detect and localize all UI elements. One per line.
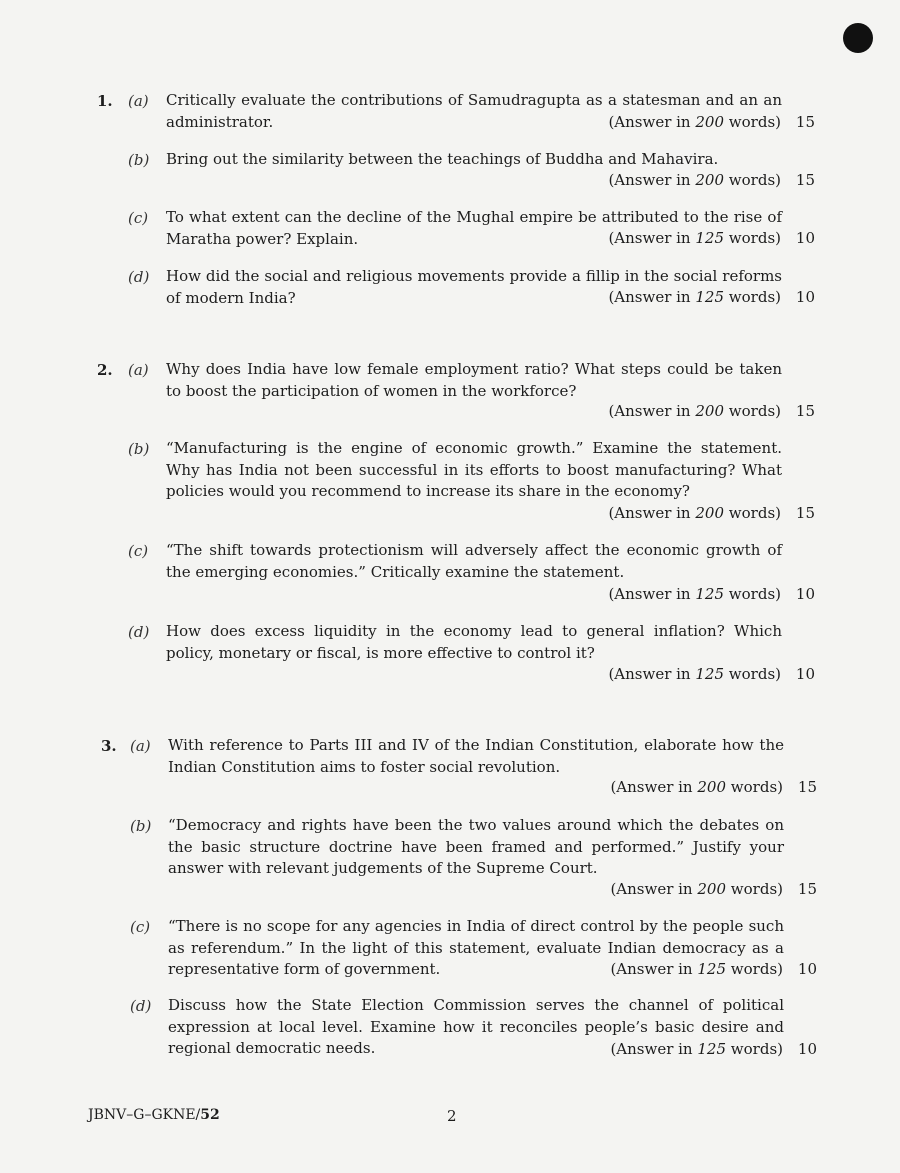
- question-1a-text: Critically evaluate the contributions of Samudragupta as a statesman and an an administrator.: [166, 91, 782, 131]
- question-2b-text: “Manufacturing is the engine of economic growth.” Examine the statement. Why has India not been successful in its efforts to boost manufacturing? What policies would you recommend to increase its share in the economy?: [166, 439, 782, 500]
- question-2d-label: (d): [128, 623, 150, 641]
- question-1c-label: (c): [128, 209, 149, 227]
- question-3a-text: With reference to Parts III and IV of the Indian Constitution, elaborate how the Indian Constitution aims to foster social revolution.: [168, 736, 784, 776]
- question-3d-text: Discuss how the State Election Commission serves the channel of political expression at local level. Examine how it reconciles people’s basic desire and regional democratic needs.: [168, 996, 784, 1057]
- question-2b-label: (b): [128, 440, 150, 458]
- question-3a-answer-limit: (Answer in 200 words): [610, 778, 783, 796]
- question-2b-marks: 15: [795, 504, 815, 522]
- question-1a-label: (a): [128, 92, 149, 110]
- question-2c-text: “The shift towards protectionism will adversely affect the economic growth of the emerging economies.” Critically examine the statement.: [166, 541, 782, 581]
- question-1d-answer-limit: (Answer in 125 words): [608, 288, 781, 306]
- black-dot-mark: [843, 23, 873, 53]
- question-1c-marks: 10: [795, 229, 815, 247]
- question-2a-text: Why does India have low female employment ratio? What steps could be taken to boost the participation of women in the workforce?: [166, 360, 782, 400]
- question-1d-marks: 10: [795, 288, 815, 306]
- question-2b-answer-limit: (Answer in 200 words): [608, 504, 781, 522]
- question-3a-marks: 15: [797, 778, 817, 796]
- question-3b-text: “Democracy and rights have been the two values around which the debates on the basic structure doctrine have been framed and performed.” Justify your answer with relevant judgements of the Supreme Court.: [168, 816, 784, 877]
- question-1d-text: How did the social and religious movements provide a fillip in the social reforms of modern India?: [166, 267, 782, 307]
- question-2a-label: (a): [128, 361, 149, 379]
- question-2c-marks: 10: [795, 585, 815, 603]
- question-1b-marks: 15: [795, 171, 815, 189]
- question-2a-marks: 15: [795, 402, 815, 420]
- question-1b-label: (b): [128, 151, 150, 169]
- question-3c-label: (c): [130, 918, 151, 936]
- question-3b-label: (b): [130, 817, 152, 835]
- question-2d-answer-limit: (Answer in 125 words): [608, 665, 781, 683]
- question-3a-label: (a): [130, 737, 151, 755]
- question-1a-marks: 15: [795, 113, 815, 131]
- question-2-number: 2.: [97, 361, 113, 379]
- question-2a-answer-limit: (Answer in 200 words): [608, 402, 781, 420]
- question-3d-marks: 10: [797, 1040, 817, 1058]
- question-3c-answer-limit: (Answer in 125 words): [610, 960, 783, 978]
- question-2d-marks: 10: [795, 665, 815, 683]
- question-3d-label: (d): [130, 997, 152, 1015]
- question-1b-text: Bring out the similarity between the teachings of Buddha and Mahavira.: [166, 150, 719, 168]
- question-2c-answer-limit: (Answer in 125 words): [608, 585, 781, 603]
- question-2d-text: How does excess liquidity in the economy lead to general inflation? Which policy, monetary or fiscal, is more effective to control it?: [166, 622, 782, 662]
- paper-code: JBNV–G–GKNE/52: [88, 1107, 220, 1123]
- question-3c-marks: 10: [797, 960, 817, 978]
- question-1c-answer-limit: (Answer in 125 words): [608, 229, 781, 247]
- question-3c-text: “There is no scope for any agencies in India of direct control by the people such as referendum.” In the light of this statement, evaluate Indian democracy as a representative form of government.: [168, 917, 784, 978]
- question-1c-text: To what extent can the decline of the Mughal empire be attributed to the rise of Maratha power? Explain.: [166, 208, 782, 248]
- question-2c-label: (c): [128, 542, 149, 560]
- question-3d-answer-limit: (Answer in 125 words): [610, 1040, 783, 1058]
- question-1b-answer-limit: (Answer in 200 words): [608, 171, 781, 189]
- question-3b-answer-limit: (Answer in 200 words): [610, 880, 783, 898]
- question-3-number: 3.: [101, 737, 117, 755]
- page-number: 2: [447, 1107, 457, 1125]
- question-3b-marks: 15: [797, 880, 817, 898]
- question-1d-label: (d): [128, 268, 150, 286]
- question-1a-answer-limit: (Answer in 200 words): [608, 113, 781, 131]
- question-1-number: 1.: [97, 92, 113, 110]
